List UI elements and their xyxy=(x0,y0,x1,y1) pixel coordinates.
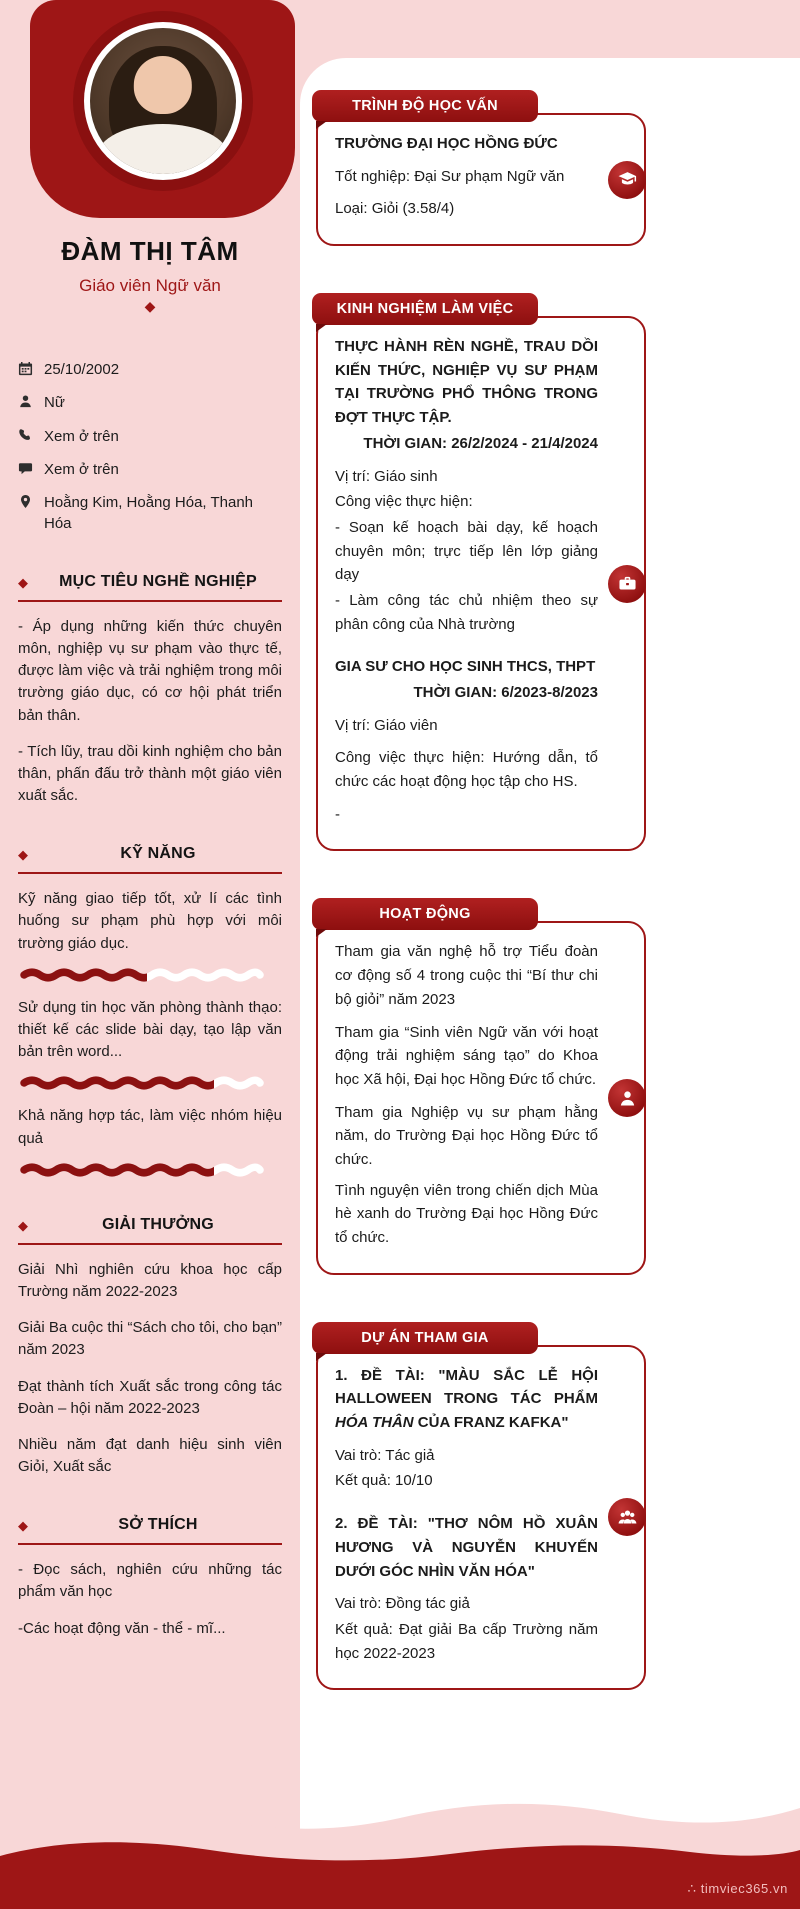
hobby-item: - Đọc sách, nghiên cứu những tác phẩm văn học xyxy=(18,1561,282,1601)
person-job-title: Giáo viên Ngữ văn xyxy=(79,276,221,295)
diamond-icon xyxy=(18,575,28,591)
section-objective xyxy=(18,573,282,808)
info-address-text: Hoằng Kim, Hoằng Hóa, Thanh Hóa xyxy=(44,494,254,533)
section-skills-header xyxy=(18,845,282,874)
activity-item: Tham gia “Sinh viên Ngữ văn với hoạt động trải nghiệm sáng tạo” do Khoa học Xã hội, Đại học Hồng Đức tổ chức. xyxy=(335,1023,598,1088)
job-separator xyxy=(335,645,598,655)
briefcase-icon xyxy=(608,565,646,603)
sidebar xyxy=(0,0,300,1640)
skill-bar-fill xyxy=(18,1162,214,1178)
section-education-box xyxy=(316,113,646,246)
award-item: Nhiều năm đạt danh hiệu sinh viên Giỏi, Xuất sắc xyxy=(18,1435,282,1476)
main-column xyxy=(316,90,646,1737)
person-icon xyxy=(18,394,33,409)
section-objective-header xyxy=(18,573,282,602)
section-hobbies xyxy=(18,1516,282,1640)
skill-bar-fill xyxy=(18,967,147,983)
info-address xyxy=(18,492,282,535)
award-item: Đạt thành tích Xuất sắc trong công tác Đoàn – hội năm 2022-2023 xyxy=(18,1377,282,1417)
section-experience-badge: KINH NGHIỆM LÀM VIỆC xyxy=(312,293,538,325)
info-gender xyxy=(18,392,282,413)
section-projects-badge: DỰ ÁN THAM GIA xyxy=(312,1322,538,1354)
info-message-text: Xem ở trên xyxy=(44,460,119,478)
section-activities xyxy=(316,898,646,1274)
activity-person-icon xyxy=(608,1079,646,1117)
project-title-text: 2. ĐỀ TÀI: "THƠ NÔM HỒ XUÂN HƯƠNG VÀ NGUYỄN KHUYẾN DƯỚI GÓC NHÌN VĂN HÓA" xyxy=(335,1515,598,1580)
info-gender-text: Nữ xyxy=(44,394,65,412)
job-position: Vị trí: Giáo sinh xyxy=(335,467,438,485)
activity-item: Tình nguyện viên trong chiến dịch Mùa hè xanh do Trường Đại học Hồng Đức tổ chức. xyxy=(335,1181,598,1246)
project-role: Vai trò: Tác giả xyxy=(335,1446,435,1464)
section-awards-header xyxy=(18,1216,282,1245)
project-title-text: CỦA FRANZ KAFKA" xyxy=(413,1414,569,1432)
project-title-italic: HÓA THÂN xyxy=(335,1414,414,1432)
job-time: THỜI GIAN: 26/2/2024 - 21/4/2024 xyxy=(363,434,598,452)
job-heading: THỰC HÀNH RÈN NGHỀ, TRAU DỒI KIẾN THỨC, NGHIỆP VỤ SƯ PHẠM TẠI TRƯỜNG PHỔ THÔNG TRONG ĐỢT THỰC TẬP. xyxy=(335,338,598,427)
section-activities-badge: HOẠT ĐỘNG xyxy=(312,898,538,930)
project-role: Vai trò: Đồng tác giả xyxy=(335,1595,470,1613)
project-separator xyxy=(335,1502,598,1512)
bottom-wave-decoration xyxy=(0,1784,800,1909)
section-skills xyxy=(18,845,282,1178)
location-pin-icon xyxy=(18,494,33,509)
award-item: Giải Ba cuộc thi “Sách cho tôi, cho bạn” năm 2023 xyxy=(18,1319,282,1359)
objective-paragraph: - Tích lũy, trau dồi kinh nghiệm cho bản thân, phấn đấu trở thành một giáo viên xuất sắc. xyxy=(18,742,282,805)
job-heading: GIA SƯ CHO HỌC SINH THCS, THPT xyxy=(335,658,596,676)
info-birthdate-text: 25/10/2002 xyxy=(44,361,120,378)
section-skills-title: KỸ NĂNG xyxy=(120,845,196,863)
skill-text: Sử dụng tin học văn phòng thành thạo: thiết kế các slide bài dạy, tạo lập văn bản trên word... xyxy=(18,998,282,1061)
diamond-icon xyxy=(18,1518,28,1534)
section-awards-title: GIẢI THƯỞNG xyxy=(102,1215,214,1233)
hobby-item: -Các hoạt động văn - thể - mĩ... xyxy=(18,1619,226,1637)
phone-icon xyxy=(18,428,33,443)
section-education xyxy=(316,90,646,246)
diamond-icon xyxy=(18,1218,28,1234)
person-name: ĐÀM THỊ TÂM xyxy=(61,236,239,266)
section-awards xyxy=(18,1216,282,1479)
activity-item: Tham gia văn nghệ hỗ trợ Tiểu đoàn cơ động số 4 trong cuộc thi “Bí thư chi bộ giỏi” năm 2023 xyxy=(335,943,598,1008)
project-title xyxy=(335,1512,598,1583)
section-hobbies-title: SỞ THÍCH xyxy=(118,1516,198,1534)
team-icon xyxy=(608,1498,646,1536)
calendar-icon xyxy=(18,361,33,376)
education-degree: Tốt nghiệp: Đại Sư phạm Ngữ văn xyxy=(335,167,565,185)
skill-bar xyxy=(18,967,266,983)
project-result: Kết quả: 10/10 xyxy=(335,1472,433,1490)
section-experience-box xyxy=(316,316,646,851)
section-activities-box xyxy=(316,921,646,1274)
job-description: Công việc thực hiện: Hướng dẫn, tổ chức các hoạt động học tập cho HS. xyxy=(335,749,598,791)
info-birthdate xyxy=(18,359,282,380)
skill-text: Khả năng hợp tác, làm việc nhóm hiệu quả xyxy=(18,1107,282,1147)
job-task: - Soạn kế hoạch bài dạy, kế hoạch chuyên môn; trực tiếp lên lớp giảng dạy xyxy=(335,518,598,584)
info-phone xyxy=(18,426,282,447)
skill-bar xyxy=(18,1075,266,1091)
section-education-badge: TRÌNH ĐỘ HỌC VẤN xyxy=(312,90,538,122)
project-title-text: 1. ĐỀ TÀI: "MÀU SẮC LỄ HỘI HALLOWEEN TRONG TÁC PHẨM xyxy=(335,1366,598,1408)
job-tasks-label: Công việc thực hiện: xyxy=(335,493,473,511)
skill-bar-fill xyxy=(18,1075,214,1091)
section-projects-box xyxy=(316,1345,646,1691)
section-experience xyxy=(316,293,646,851)
skill-bar xyxy=(18,1162,266,1178)
diamond-icon xyxy=(18,847,28,863)
section-objective-title: MỤC TIÊU NGHỀ NGHIỆP xyxy=(59,572,257,590)
job-time: THỜI GIAN: 6/2023-8/2023 xyxy=(413,684,598,701)
graduation-cap-icon xyxy=(608,161,646,199)
objective-paragraph: - Áp dụng những kiến thức chuyên môn, nghiệp vụ sư phạm vào thực tế, được làm việc và trải nghiệm trong môi trường giáo dục, có cơ hội phát triển bản thân. xyxy=(18,617,282,724)
skill-text: Kỹ năng giao tiếp tốt, xử lí các tình huống sư phạm phù hợp với môi trường giáo dục. xyxy=(18,890,282,952)
section-hobbies-header xyxy=(18,1516,282,1545)
activity-item: Tham gia Nghiệp vụ sư phạm hằng năm, do Trường Đại học Hồng Đức tổ chức. xyxy=(335,1103,598,1168)
info-phone-text: Xem ở trên xyxy=(44,427,119,445)
job-task: - Làm công tác chủ nhiệm theo sự phân công của Nhà trường xyxy=(335,591,598,633)
award-item: Giải Nhì nghiên cứu khoa học cấp Trường năm 2022-2023 xyxy=(18,1260,282,1300)
section-projects xyxy=(316,1322,646,1691)
info-message xyxy=(18,459,282,480)
job-note: - xyxy=(335,805,340,823)
job-position: Vị trí: Giáo viên xyxy=(335,716,438,734)
diamond-icon xyxy=(18,299,282,313)
watermark: ∴ timviec365.vn xyxy=(687,1881,788,1896)
education-school: TRƯỜNG ĐẠI HỌC HỒNG ĐỨC xyxy=(335,135,558,152)
personal-info-list xyxy=(18,359,282,535)
education-grade: Loại: Giỏi (3.58/4) xyxy=(335,200,455,218)
chat-icon xyxy=(18,461,33,476)
project-result: Kết quả: Đạt giải Ba cấp Trường năm học 2022-2023 xyxy=(335,1620,598,1662)
project-title xyxy=(335,1364,598,1435)
